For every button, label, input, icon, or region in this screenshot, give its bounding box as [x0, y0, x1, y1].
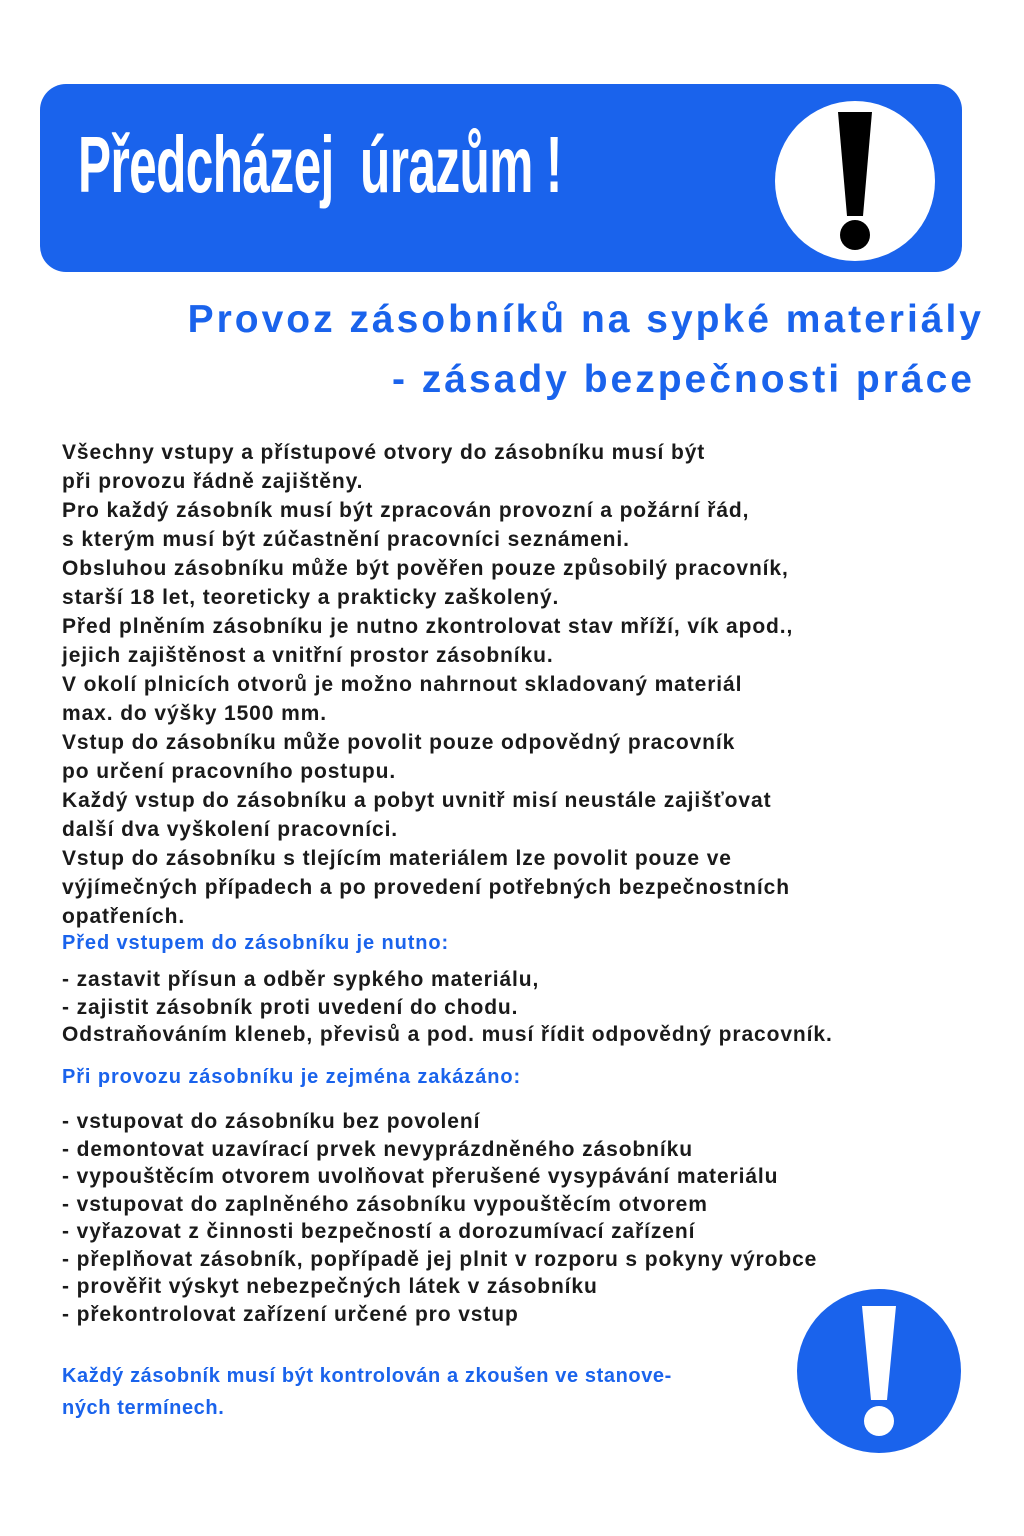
list-item: - překontrolovat zařízení určené pro vstup [62, 1302, 519, 1326]
list-item: - přeplňovat zásobník, popřípadě jej plnit v rozporu s pokyny výrobce [62, 1247, 818, 1271]
list-item: - demontovat uzavírací prvek nevyprázdněného zásobníku [62, 1137, 693, 1161]
before-entry-heading: Před vstupem do zásobníku je nutno: [62, 932, 450, 954]
rule-paragraph: Pro každý zásobník musí být zpracován provozní a požární řád, s kterým musí být zúčastnění pracovníci seznámeni. [62, 499, 750, 551]
rule-paragraph: Každý vstup do zásobníku a pobyt uvnitř misí neustále zajišťovat další dva vyškolení pracovníci. [62, 789, 772, 841]
exclamation-circle-icon [796, 1288, 962, 1454]
prohibited-list [62, 1108, 817, 1328]
exclamation-circle-icon [772, 98, 938, 264]
list-item: Odstraňováním kleneb, převisů a pod. musí řídit odpovědný pracovník. [62, 1023, 833, 1046]
rule-paragraph: Vstup do zásobníku s tlejícím materiálem lze povolit pouze ve výjímečných případech a po provedení potřebných bezpečnostních opatřeních. [62, 847, 790, 928]
list-item: - vyřazovat z činnosti bezpečností a dorozumívací zařízení [62, 1220, 696, 1243]
rule-paragraph: Vstup do zásobníku může povolit pouze odpovědný pracovník po určení pracovního postupu. [62, 731, 736, 783]
page-title: Předcházej úrazům ! [78, 120, 562, 209]
list-item: - zajistit zásobník proti uvedení do chodu. [62, 995, 519, 1019]
list-item: - zastavit přísun a odběr sypkého materiálu, [62, 968, 540, 991]
subtitle-line-2: - zásady bezpečnosti práce [391, 358, 975, 401]
before-entry-list [62, 966, 833, 1049]
rule-paragraph: Před plněním zásobníku je nutno zkontrolovat stav mříží, vík apod., jejich zajištěnost a vnitřní prostor zásobníku. [62, 615, 794, 667]
list-item: - prověřit výskyt nebezpečných látek v zásobníku [62, 1275, 598, 1298]
safety-rules [62, 438, 793, 931]
list-item: - vypouštěcím otvorem uvolňovat přerušené vysypávání materiálu [62, 1165, 779, 1188]
prohibited-heading: Při provozu zásobníku je zejména zakázáno: [62, 1066, 522, 1088]
subtitle-line-1: Provoz zásobníků na sypké materiály [187, 298, 984, 341]
rule-paragraph: Obsluhou zásobníku může být pověřen pouze způsobilý pracovník, starší 18 let, teoreticky a prakticky zaškolený. [62, 557, 789, 609]
rule-paragraph: V okolí plnicích otvorů je možno nahrnout skladovaný materiál max. do výšky 1500 mm. [62, 673, 743, 725]
inspection-note: Každý zásobník musí být kontrolován a zkoušen ve stanove- ných termínech. [62, 1365, 672, 1419]
list-item: - vstupovat do zásobníku bez povolení [62, 1110, 481, 1133]
rule-paragraph: Všechny vstupy a přístupové otvory do zásobníku musí být při provozu řádně zajištěny. [62, 441, 706, 493]
list-item: - vstupovat do zaplněného zásobníku vypouštěcím otvorem [62, 1192, 708, 1216]
